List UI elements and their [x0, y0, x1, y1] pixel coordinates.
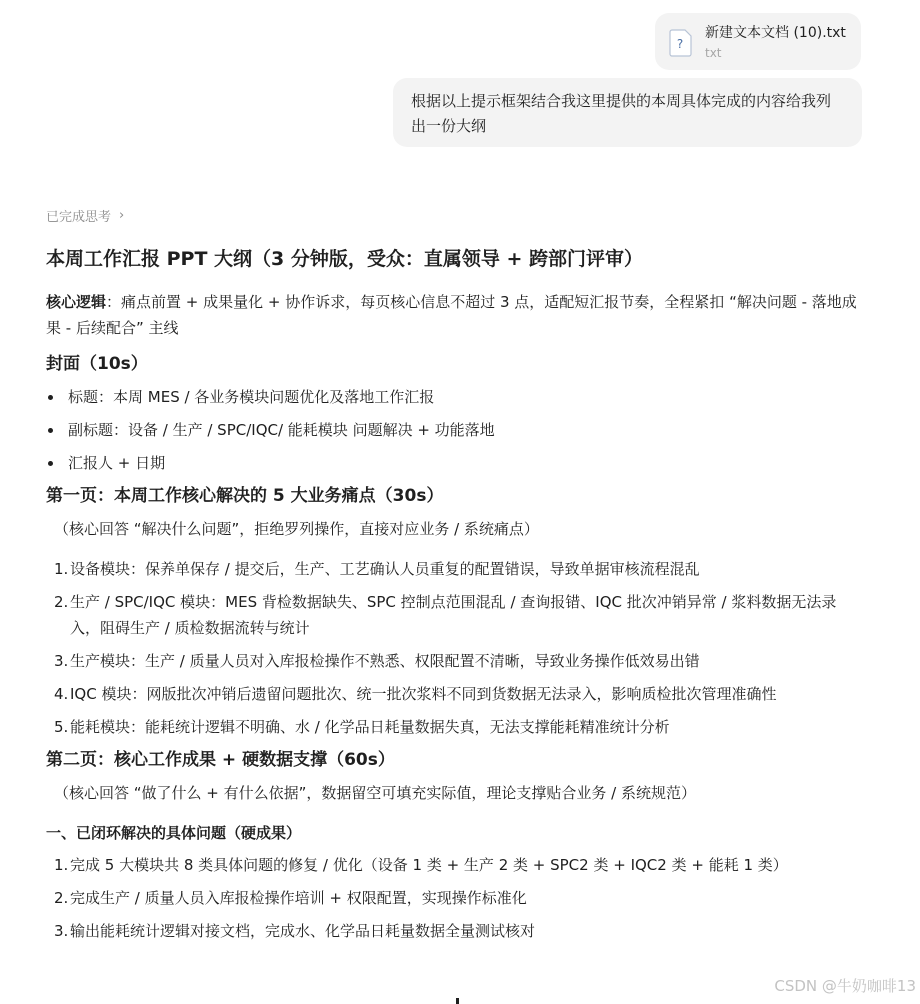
page2-note: （核心回答 “做了什么 + 有什么依据”，数据留空可填充实际值，理论支撑贴合业务 / 系统规范）: [54, 784, 697, 802]
page2-heading: 第二页：核心工作成果 + 硬数据支撑（60s）: [46, 750, 395, 770]
thinking-toggle[interactable]: [46, 206, 124, 225]
unknown-file-icon: [669, 29, 693, 57]
attachment-file-type: txt: [705, 46, 722, 60]
svg-text:?: ?: [676, 37, 684, 51]
page2-subheading: 一、已闭环解决的具体问题（硬成果）: [46, 824, 302, 842]
list-item: 3. 生产模块：生产 / 质量人员对入库报检操作不熟悉、权限配置不清晰，导致业务操作低效易出错: [54, 652, 700, 670]
list-item: 5. 能耗模块：能耗统计逻辑不明确、水 / 化学品日耗量数据失真，无法支撑能耗精准统计分析: [54, 718, 670, 736]
page1-heading: 第一页：本周工作核心解决的 5 大业务痛点（30s）: [46, 486, 444, 506]
watermark: CSDN @牛奶咖啡13: [774, 977, 916, 995]
list-item: 标题：本周 MES / 各业务模块问题优化及落地工作汇报: [46, 384, 866, 410]
list-item: 3. 输出能耗统计逻辑对接文档，完成水、化学品日耗量数据全量测试核对: [54, 922, 536, 940]
list-item: 汇报人 + 日期: [46, 450, 866, 476]
core-logic-label: 核心逻辑: [46, 293, 107, 311]
response-title: 本周工作汇报 PPT 大纲（3 分钟版，受众：直属领导 + 跨部门评审）: [46, 248, 644, 270]
cover-list: [46, 384, 866, 476]
list-item: 副标题：设备 / 生产 / SPC/IQC/ 能耗模块 问题解决 + 功能落地: [46, 417, 866, 443]
thinking-status-label: 已完成思考: [46, 210, 112, 225]
assistant-response: [46, 245, 866, 951]
attachment-file-name: 新建文本文档 (10).txt: [705, 25, 846, 41]
page2-list: [46, 852, 866, 944]
page1-list: [46, 556, 866, 740]
user-message-bubble: 根据以上提示框架结合我这里提供的本周具体完成的内容给我列出一份大纲: [393, 78, 862, 147]
list-item: 1. 设备模块：保养单保存 / 提交后，生产、工艺确认人员重复的配置错误，导致单据审核流程混乱: [54, 560, 700, 578]
list-item: 2. 生产 / SPC/IQC 模块：MES 背检数据缺失、SPC 控制点范围混乱 / 查询报错、IQC 批次冲销异常 / 浆料数据无法录入，阻碍生产 / 质检数据流转与统计: [54, 593, 837, 637]
list-item: 2. 完成生产 / 质量人员入库报检操作培训 + 权限配置，实现操作标准化: [54, 889, 527, 907]
core-logic-paragraph: [46, 289, 866, 341]
scroll-anchor: [456, 998, 459, 1004]
list-item: 4. IQC 模块：网版批次冲销后遗留问题批次、统一批次浆料不同到货数据无法录入，影响质检批次管理准确性: [54, 685, 777, 703]
cover-heading: 封面（10s）: [46, 354, 148, 374]
list-item: 1. 完成 5 大模块共 8 类具体问题的修复 / 优化（设备 1 类 + 生产 2 类 + SPC2 类 + IQC2 类 + 能耗 1 类）: [54, 856, 788, 874]
attachment-card[interactable]: [655, 13, 861, 70]
core-logic-text: ：痛点前置 + 成果量化 + 协作诉求，每页核心信息不超过 3 点，适配短汇报节奏，全程紧扣 “解决问题 - 落地成果 - 后续配合” 主线: [46, 293, 857, 337]
chevron-right-icon: ›: [119, 208, 125, 223]
page1-note: （核心回答 “解决什么问题”，拒绝罗列操作，直接对应业务 / 系统痛点）: [54, 520, 539, 538]
